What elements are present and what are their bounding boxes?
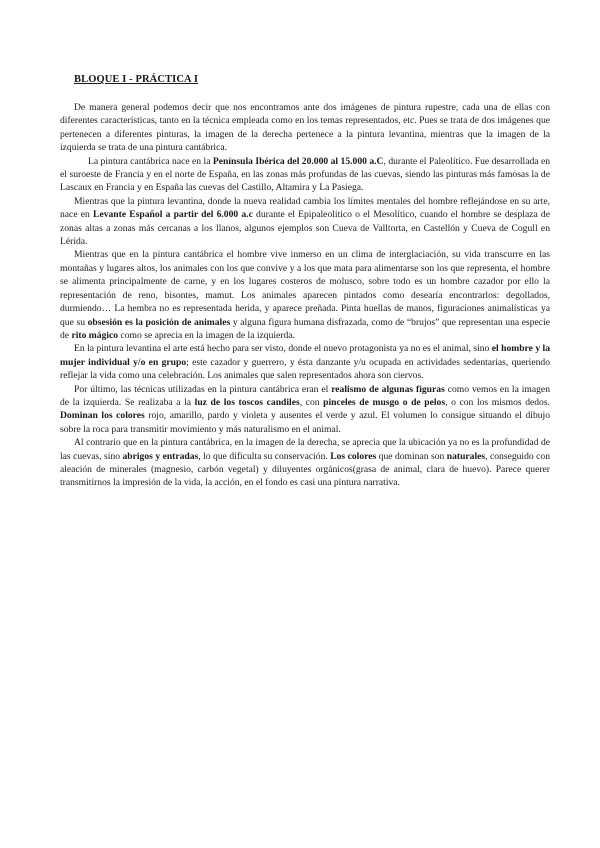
text-segment: ; este cazador y guerrero, y ésta danzante y/u ocupada en actividades sedentarias, queriendo reflejar la vida como una celebración. Los animales que salen representados ahora son ciervos. (60, 356, 550, 382)
bold-text: Península Ibérica del 20.000 al 15.000 a.C (212, 155, 384, 167)
bold-text: realismo de algunas figuras (331, 383, 445, 395)
document-title: BLOQUE I - PRÁCTICA I (74, 74, 199, 85)
bold-text: Dominan los colores (60, 410, 145, 422)
text-segment: , con (299, 396, 324, 408)
text-segment: que dominan son (376, 450, 447, 462)
text-segment: como se aprecia en la imagen de la izquierda. (118, 329, 295, 341)
bold-text: naturales (446, 450, 486, 462)
text-segment: como vemos en la imagen de la izquierda. Se realizaba a la (60, 383, 550, 408)
bold-text: Los colores (330, 450, 377, 462)
text-segment: durante el Epipaleolítico o el Mesolítico, cuando el hombre se desplaza de zonas altas a zonas más cercanas a los llanos, algunos ejemplos son Cueva de Valltorta, en Castellón y Cueva de Cogull en Lérida. (60, 209, 550, 248)
paragraph (60, 155, 550, 195)
bold-text: Levante Español a partir del 6.000 a.c (93, 209, 253, 221)
text-segment: , conseguido con aleación de minerales (magnesio, carbón vegetal) y diluyentes orgánicos(grasa de animal, clara de huevo). Parece querer transmitirnos la impresión de la vida, la acción, en el fondo es casi una pintura narrativa. (60, 450, 550, 489)
text-segment: rojo, amarillo, pardo y violeta y ausentes el verde y azul. El volumen lo consigue situando el dibujo sobre la roca para transmitir movimiento y más naturalismo en el animal. (60, 410, 551, 435)
paragraph (60, 101, 550, 155)
bold-text: abrigos y entradas (122, 450, 199, 462)
text-segment: , lo que dificulta su conservación. (198, 450, 331, 462)
text-segment: , o con los mismos dedos. (445, 396, 550, 408)
paragraph (60, 342, 550, 382)
document-body (60, 101, 550, 490)
paragraph (60, 383, 550, 437)
bold-text: el hombre y la mujer individual y/o en grupo (60, 343, 550, 368)
text-segment: En la pintura levantina el arte está hecho para ser visto, donde el nuevo protagonista ya no es el animal, sino (74, 343, 492, 355)
paragraph (60, 195, 550, 249)
text-segment: Al contrario que en la pintura cantábrica, en la imagen de la derecha, se aprecia que la ubicación ya no es la profundidad de las cuevas, sino (60, 437, 550, 462)
bold-text: rito mágico (71, 329, 119, 341)
paragraph (60, 436, 550, 490)
text-segment: La pintura cantábrica nace en la (88, 155, 213, 167)
bold-text: luz de los toscos candiles (194, 396, 300, 408)
text-segment: Mientras que la pintura levantina, donde la nueva realidad cambia los límites mentales del hombre reflejándose en su arte, nace en (60, 195, 550, 221)
text-segment: y alguna figura humana disfrazada, como de “brujos” que representan una especie de (60, 316, 550, 341)
text-segment: De manera general podemos decir que nos encontramos ante dos imágenes de pintura rupestre, cada una de ellas con diferentes características, tanto en la técnica empleada como en los temas representados, etc. Pues se trata de dos imágenes que pertenecen a diferentes pinturas, la imagen de la derecha pertenece a la pintura levantina, mientras que la imagen de la izquierda se trata de una pintura cantábrica. (60, 102, 550, 154)
text-segment: Mientras que en la pintura cantábrica el hombre vive inmerso en un clima de interglaciación, su vida transcurre en las montañas y lugares altos, los animales con los que convive y a los que mata para alimentarse son los que representa, el hombre se alimenta principalmente de carne, y en los lugares costeros de molusco, sobre todo es un hombre cazador por ello la representación de reno, bisontes, mamut. Los animales aparecen pintados como desearía encontrarlos: degollados, durmiendo… La hembra no es representada herida, y aparece preñada. Pinta huellas de manos, figuraciones animalísticas ya que su (60, 249, 550, 328)
text-segment: Por último, las técnicas utilizadas en la pintura cantábrica eran el (74, 383, 332, 395)
bold-text: obsesión es la posición de animales (87, 316, 231, 328)
bold-text: pinceles de musgo o de pelos (323, 396, 446, 408)
paragraph (60, 248, 550, 342)
text-segment: , durante el Paleolítico. Fue desarrollada en el suroeste de Francia y en el norte de España, en las zonas más profundas de las cuevas, siendo las pinturas más famosas la de Lascaux en Francia y en España las cuevas del Castillo, Altamira y La Pasiega. (60, 155, 551, 194)
